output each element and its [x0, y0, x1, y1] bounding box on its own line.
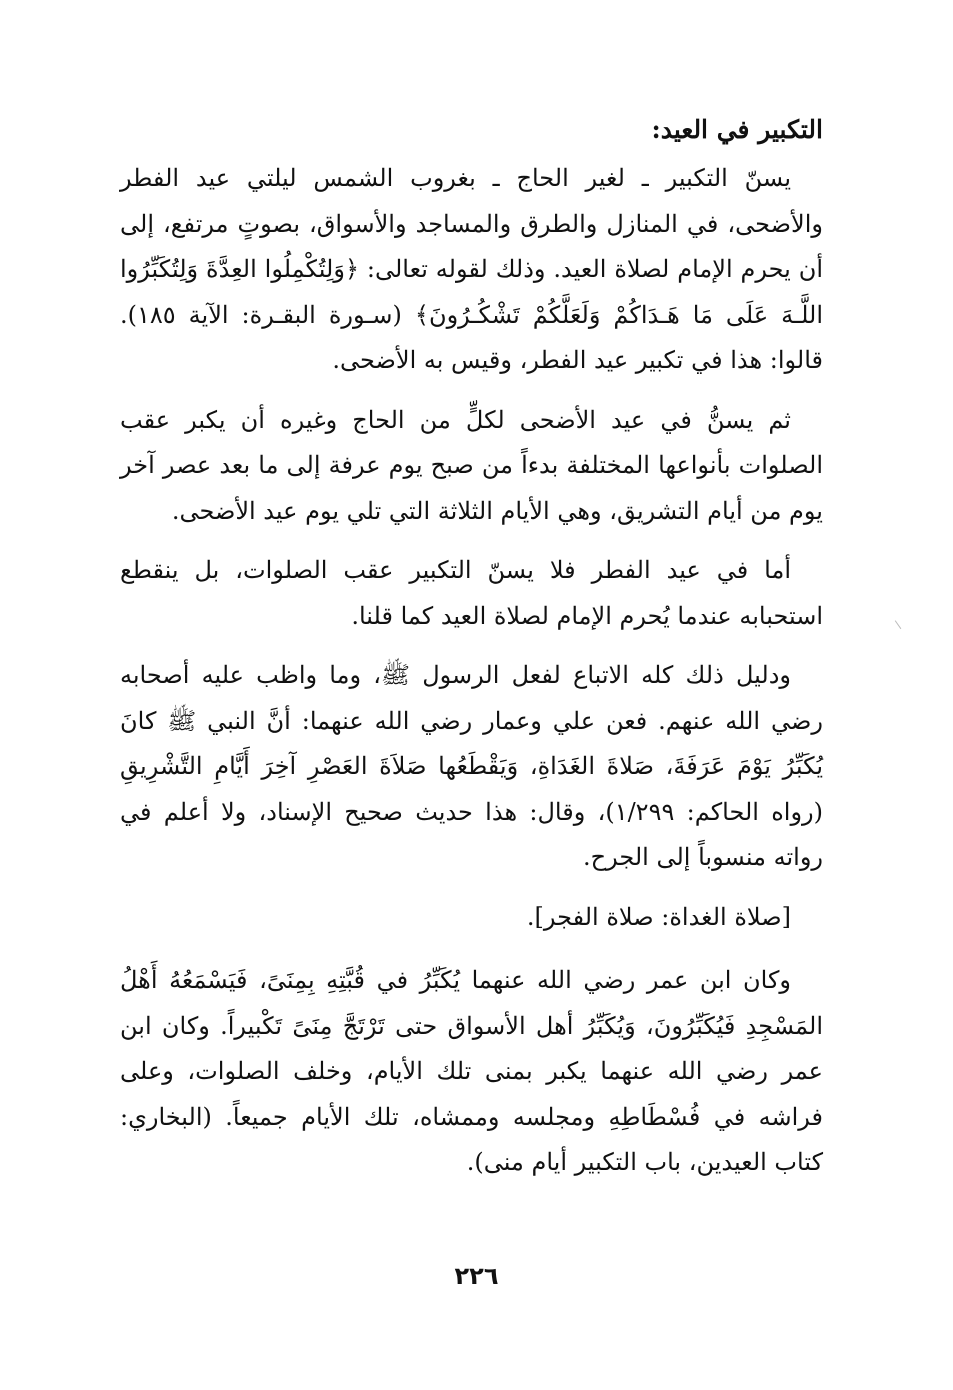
paragraph-fitr-takbir: أما في عيد الفطر فلا يسنّ التكبير عقب الصلوات، بل ينقطع استحبابه عندما يُحرم الإمام لصلاة العيد كما قلنا.: [120, 556, 823, 630]
paragraph-ibn-umar: وكان ابن عمر رضي الله عنهما يُكَبِّرُ في قُبَّتِهِ بِمِنَىً، فَيَسْمَعُهُ أَهْلُ المَسْجِدِ فَيُكَبِّرُونَ، وَيُكَبِّرُ أهل الأسواق حتى تَرْتَجَّ مِنَىً تَكْبيراً. وكان ابن عمر رضي الله عنهما يكبر بمنى تلك الأيام، وخلف الصلوات، وعلى فراشه في فُسْطَاطِهِ ومجلسه وممشاه، تلك الأيام جميعاً. (البخاري: كتاب العيدين، باب التكبير أيام منى).: [120, 966, 823, 1176]
paragraph-evidence: ودليل ذلك كله الاتباع لفعل الرسول ﷺ، وما واظب عليه أصحابه رضي الله عنهم. فعن علي وعمار رضي الله عنهما: أنَّ النبي ﷺ كانَ يُكَبِّرُ يَوْمَ عَرَفَةَ، صَلاةَ الغَدَاةِ، وَيَقْطَعُها صَلاَةَ العَصْرِ آخِرَ أَيَّامِ التَّشْرِيقِ (رواه الحاكم: ١/٢٩٩)، وقال: هذا حديث صحيح الإسناد، ولا أعلم في رواته منسوباً إلى الجرح.: [120, 661, 824, 871]
paragraph-adha-takbir: ثم يسنُّ في عيد الأضحى لكلٍّ من الحاج وغيره أن يكبر عقب الصلوات بأنواعها المختلفة بدءاً من صبح يوم عرفة إلى ما بعد عصر آخر يوم من أيام التشريق، وهي الأيام الثلاثة التي تلي يوم عيد الأضحى.: [120, 405, 823, 525]
paragraph-takbir-timing: يسنّ التكبير ـ لغير الحاج ـ بغروب الشمس ليلتي عيد الفطر والأضحى، في المنازل والطرق والمساجد والأسواق، بصوتٍ مرتفع، إلى أن يحرم الإمام لصلاة العيد. وذلك لقوله تعالى: ﴿وَلِتُكْمِلُوا العِدَّةَ وَلِتُكَبِّرُوا اللَّـهَ عَلَى مَا هَـدَاكُمْ وَلَعَلَّكُمْ تَشْكُـرُونَ﴾ (سـورة البقـرة: الآية ١٨٥). قالوا: هذا في تكبير عيد الفطر، وقيس به الأضحى.: [120, 164, 823, 374]
scan-mark: [895, 617, 906, 629]
paragraph-note: [صلاة الغداة: صلاة الفجر].: [526, 902, 791, 931]
page-number: ٢٢٦: [454, 1262, 499, 1290]
section-heading: التكبير في العيد:: [651, 115, 823, 144]
page-body: [120, 108, 823, 1200]
